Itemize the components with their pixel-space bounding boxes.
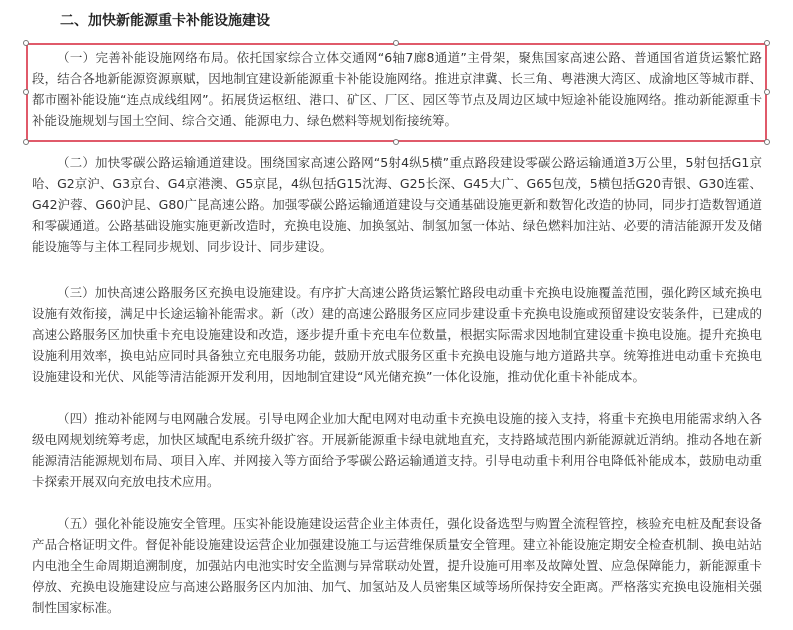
resize-handle-bottom[interactable] [393,139,399,145]
paragraph-4: （四）推动补能网与电网融合发展。引导电网企业加大配电网对电动重卡充换电设施的接入支持，将重卡充换电用能需求纳入各级电网规划统筹考虑，加快区域配电系统升级扩容。开展新能源重卡绿电就地直充，支持路域范围内新能源就近消纳。推动各地在新能源清洁能源规划布局、项目入库、并网接入等方面给予零碳公路运输通道支持。引导电动重卡利用谷电降低补能成本，鼓励电动重卡探索开展双向充放电技术应用。 [32,411,762,489]
paragraph-2: （二）加快零碳公路运输通道建设。围绕国家高速公路网“5射4纵5横”重点路段建设零碳公路运输通道3万公里，5射包括G1京哈、G2京沪、G3京台、G4京港澳、G5京昆，4纵包括G15沈海、G25长深、G45大广、G65包茂，5横包括G20青银、G30连霍、G42沪蓉、G60沪昆、G80广昆高速公路。加强零碳公路运输通道建设与交通基础设施更新和数智化改造的协同，同步打造数智通道和零碳通道。公路基础设施实施更新改造时，充换电设施、加换氢站、制氢加氢一体站、绿色燃料加注站、必要的清洁能源开发及储能设施等与主体工程同步规划、同步设计、同步建设。 [32,155,762,254]
resize-handle-top[interactable] [393,40,399,46]
section-heading: 二、加快新能源重卡补能设施建设 [60,13,270,29]
resize-handle-bottom-left[interactable] [23,139,29,145]
resize-handle-right[interactable] [764,89,770,95]
resize-handle-bottom-right[interactable] [764,139,770,145]
resize-handle-top-left[interactable] [23,40,29,46]
paragraph-3: （三）加快高速公路服务区充换电设施建设。有序扩大高速公路货运繁忙路段电动重卡充换电设施覆盖范围，强化跨区域充换电设施有效衔接，满足中长途运输补能需求。新（改）建的高速公路服务区应同步建设重卡充换电设施或预留建设安装条件，已建成的高速公路服务区加快重卡充电设施建设和改造，逐步提升重卡充电车位数量，根据实际需求因地制宜建设重卡换电设施。提升充换电设施利用效率，换电站应同时具备独立充电服务功能，鼓励开放式服务区重卡充换电设施与地方道路共享。统筹推进电动重卡充换电设施建设和光伏、风能等清洁能源开发利用，因地制宜建设“风光储充换”一体化设施，推动优化重卡补能成本。 [32,285,762,384]
resize-handle-left[interactable] [23,89,29,95]
paragraph-1[interactable]: （一）完善补能设施网络布局。依托国家综合立体交通网“6轴7廊8通道”主骨架，聚焦国家高速公路、普通国省道货运繁忙路段，结合各地新能源资源禀赋，因地制宜建设新能源重卡补能设施网络。推进京津冀、长三角、粤港澳大湾区、成渝地区等城市群、都市圈补能设施“连点成线组网”。拓展货运枢纽、港口、矿区、厂区、园区等节点及周边区域中短途补能设施网络。推动新能源重卡补能设施规划与国土空间、综合交通、能源电力、绿色燃料等规划衔接统筹。 [32,50,762,128]
selection-frame[interactable] [26,43,767,142]
resize-handle-top-right[interactable] [764,40,770,46]
paragraph-5: （五）强化补能设施安全管理。压实补能设施建设运营企业主体责任，强化设备选型与购置全流程管控，核验充电桩及配套设备产品合格证明文件。督促补能设施建设运营企业加强建设施工与运营维保质量安全管理。建立补能设施定期安全检查机制、换电站站内电池全生命周期追溯制度，加强站内电池实时安全监测与异常联动处置，提升设施可用率及故障处置、应急保障能力，新能源重卡停放、充换电设施建设应与高速公路服务区内加油、加气、加氢站及人员密集区域等场所保持安全距离。严格落实充换电设施相关强制性国家标准。 [32,516,762,615]
